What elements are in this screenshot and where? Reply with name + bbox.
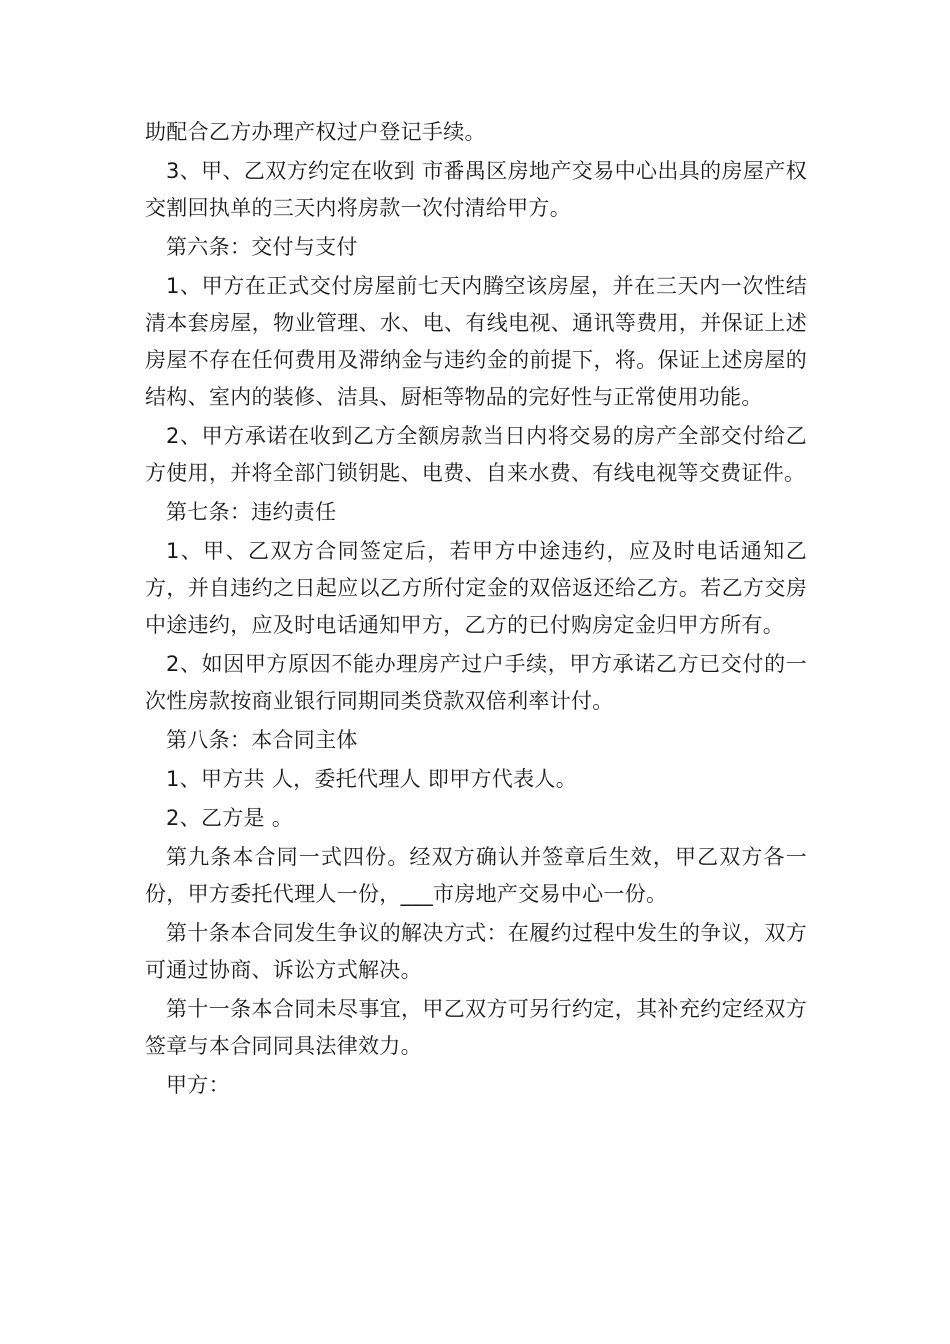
document-body (145, 114, 807, 1104)
paragraph-clause-6-1: 1、甲方在正式交付房屋前七天内腾空该房屋，并在三天内一次性结清本套房屋，物业管理、水、电、有线电视、通讯等费用，并保证上述房屋不存在任何费用及滞纳金与违约金的前提下，将。保证上述房屋的结构、室内的装修、洁具、厨柜等物品的完好性与正常使用功能。 (145, 274, 807, 409)
paragraph-article-9: 第九条本合同一式四份。经双方确认并签章后生效，甲乙双方各一份，甲方委托代理人一份，___市房地产交易中心一份。 (145, 845, 807, 906)
paragraph-clause-6-2: 2、甲方承诺在收到乙方全额房款当日内将交易的房产全部交付给乙方使用，并将全部门锁钥匙、电费、自来水费、有线电视等交费证件。 (145, 424, 807, 485)
heading-article-6: 第六条：交付与支付 (166, 235, 358, 259)
heading-article-7: 第七条：违约责任 (166, 500, 337, 524)
paragraph-article-11: 第十一条本合同未尽事宜，甲乙双方可另行约定，其补充约定经双方签章与本合同同具法律效力。 (145, 997, 807, 1058)
paragraph-clause-7-2: 2、如因甲方原因不能办理房产过户手续，甲方承诺乙方已交付的一次性房款按商业银行同期同类贷款双倍利率计付。 (145, 652, 807, 713)
paragraph-clause-5-3: 3、甲、乙双方约定在收到 市番禺区房地产交易中心出具的房屋产权交割回执单的三天内将房款一次付清给甲方。 (145, 159, 807, 220)
paragraph-clause-7-1: 1、甲、乙双方合同签定后，若甲方中途违约，应及时电话通知乙方，并自违约之日起应以乙方所付定金的双倍返还给乙方。若乙方交房中途违约，应及时电话通知甲方，乙方的已付购房定金归甲方所有。 (145, 539, 807, 637)
signature-party-a: 甲方： (166, 1073, 230, 1097)
paragraph-continuation: 助配合乙方办理产权过户登记手续。 (145, 120, 486, 144)
paragraph-clause-8-1: 1、甲方共 人，委托代理人 即甲方代表人。 (166, 767, 578, 791)
paragraph-clause-8-2: 2、乙方是 。 (166, 806, 294, 830)
heading-article-8: 第八条：本合同主体 (166, 728, 358, 752)
paragraph-article-10: 第十条本合同发生争议的解决方式：在履约过程中发生的争议，双方可通过协商、诉讼方式解决。 (145, 921, 807, 982)
